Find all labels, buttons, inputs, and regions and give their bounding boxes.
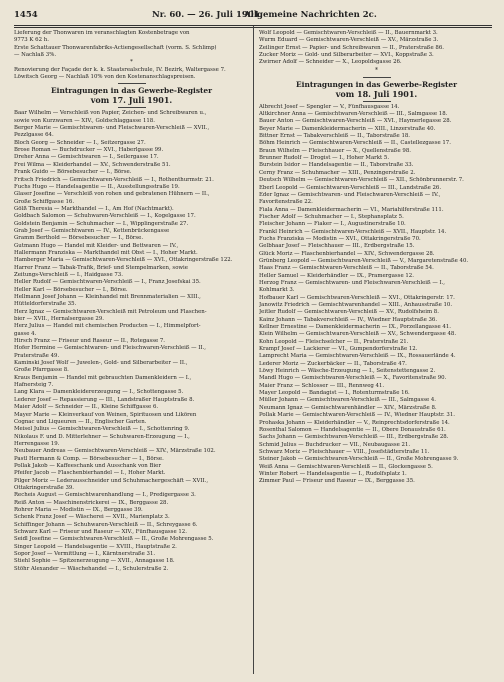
text-line: Böhm Heinrich — Gemischtwaren-Verschleiß — II., Castellezgasse 17.	[259, 140, 451, 147]
text-line: Winter Robert — Handelsagentie — I., Rudolfsplatz 1.	[259, 470, 407, 477]
text-line: Fuchs Hugo — Handelsagentie — II., Ausstellungsstraße 19.	[14, 183, 180, 190]
text-line: Kainz Johann — Tabakverschleiß — IV., Wiedner Hauptstraße 36.	[259, 316, 438, 323]
publication-title: Allgemeine Nachrichten 2c.	[244, 10, 377, 20]
text-line: Hellmann Josef Johann — Kleinhandel mit Brennmaterialien — XIII.,	[14, 294, 201, 300]
text-line: Rohrer Maria — Modistin — IX., Berggasse 39.	[14, 506, 143, 513]
text-line: Goldbach Salomon — Schuhwaren-Verschleiß — I., Kogelgasse 17.	[14, 213, 196, 220]
text-line: Grünberg Leopold — Gemischtwaren-Verschleiß — V., Margaretenstraße 40.	[259, 257, 469, 264]
text-line: Goldstein Benjamin — Schuhmacher — I., Wipplingerstraße 27.	[14, 220, 189, 227]
text-line: Bittner Ernst — Tabakverschleiß — II., Taborstraße 18.	[259, 133, 411, 140]
text-line: Gölß Theresia — Markthandel — I., Am Hof (Nachtmarkt).	[14, 205, 174, 212]
text-line: Pollak Jakob — Kaffeeschank und Ausschank von Bier	[14, 462, 161, 469]
text-line: Glaser Josefine — Verschleiß von rohen und gebratenen Hühnern — II.,	[14, 191, 210, 198]
text-line: Nikolaus F. und D. Mitterlehner — Schuhwaren-Erzeugung — I.,	[14, 433, 190, 440]
text-line: Jeitler Rudolf — Gemischtwaren-Verschleiß — XV., Rudolfsheim 8.	[259, 309, 439, 316]
text-line: Lang Klara — Damenkleidererzeugung — I., Schottengasse 5.	[14, 389, 184, 396]
text-line: Hallermann Franziska — Markthandel mit Obst — I., Hoher Markt.	[14, 249, 198, 256]
text-line: Krampf Josef — Lackierer — VI., Gumpendorferstraße 12.	[259, 346, 418, 353]
text-line: Fuchs Franziska — Modistin — XVI., Ottakringerstraße 70.	[259, 235, 421, 242]
text-line: Eberl Leopold — Gemischtwaren-Verschleiß — III., Landstraße 26.	[259, 184, 442, 191]
page-header	[14, 10, 492, 26]
text-line: Seidl Josefine — Gemischtwaren-Verschleiß — II., Große Mohrengasse 5.	[14, 536, 214, 543]
left-column	[14, 30, 249, 675]
text-line: Zeilinger Ernst — Papier- und Schreibwaren — II., Praterstraße 86.	[259, 44, 444, 51]
text-line: Pfeifer Jacob — Flaschenbierhandel — I., Hoher Markt.	[14, 470, 166, 477]
text-line: Frei Wilma — Kleiderhandel — XV., Schwenderstraße 51.	[14, 161, 171, 168]
text-line: Altkirchner Anna — Gemischtwaren-Verschleiß — III., Salmgasse 18.	[259, 111, 448, 118]
text-line: Heller Samuel — Kleiderhändler — IX., Pramergasse 12.	[259, 272, 414, 279]
text-line: gasse 4.	[14, 330, 37, 337]
text-line: Klein Wilhelm — Gemischtwaren-Verschleiß — XV., Schwendergasse 48.	[259, 331, 457, 338]
text-line: Maier Franz — Schlosser — III., Rennweg 41.	[259, 382, 385, 389]
text-line: Herz Ignaz — Gemischtwaren-Verschleiß mit Petroleum und Flaschen-	[14, 308, 207, 315]
text-line: Fiala Anna — Damenkleidermacherin — VI., Mariahilferstraße 111.	[259, 206, 444, 213]
text-line: Baar Wilhelm — Verschleiß von Papier, Zeichen- und Schreibwaren u.,	[14, 110, 207, 117]
text-line: Beyer Marie — Damenkleidermacherin — XIII., Linzerstraße 40.	[259, 125, 436, 132]
text-line: Schwarz Moriz — Fleischhauer — VIII., Josefstädterstraße 11.	[259, 448, 430, 455]
text-line: Praterstraße 49.	[14, 352, 60, 359]
text-line: Hamberger Maria — Gemischtwaren-Verschleiß — XVI., Ottakringerstraße 122.	[14, 257, 233, 264]
text-line: Mandl Hugo — Gemischtwaren-Verschleiß — X., Favoritenstraße 90.	[259, 375, 447, 382]
text-line: Albrecht Josef — Spengler — V., Fünfhausgasse 14.	[259, 103, 400, 110]
text-line: Pastl Hermann & Comp. — Börsebesucher — I., Börse.	[14, 455, 164, 462]
section-rule	[363, 101, 391, 102]
text-line: Fischer Adolf — Schuhmacher — I., Stephansplatz 5.	[259, 213, 404, 220]
text-line: Mayer Marie — Kleinverkauf von Weinen, Spirituosen und Likören	[14, 411, 197, 418]
text-line: Herrengasse 19.	[14, 440, 60, 447]
text-line: Kohlmarkt 3.	[259, 287, 295, 294]
text-line: Eder Ignaz — Gemischtwaren- und Fleischwaren-Verschleiß — IV.,	[259, 191, 441, 198]
text-line: Kohn Leopold — Fleischselcher — II., Praterstraße 21.	[259, 338, 409, 345]
text-line: Erste Schattauer Thonwarenfabriks-Actiengesellschaft (vorm. S. Schlimp)	[14, 44, 217, 51]
page-number: 1454	[14, 10, 38, 20]
text-line: Zeitungs-Verschleiß — I., Haidgasse 73.	[14, 271, 123, 278]
text-line: Dreher Anna — Gemischtwaren — I., Seilergasse 17.	[14, 154, 159, 161]
text-line: Neubauer Andreas — Gemischtwaren-Verschleiß — XIV., Märzstraße 102.	[14, 448, 216, 455]
text-line: Sachs Johann — Gemischtwaren-Verschleiß — III., Erdbergstraße 28.	[259, 434, 449, 441]
separator-star: *	[375, 66, 378, 74]
column-divider	[253, 26, 254, 674]
text-line: Stöhr Alexander — Wäschehandel — I., Schulerstraße 2.	[14, 565, 169, 572]
text-line: Gelbhaar Josef — Fleischhauer — III., Erdbergstraße 15.	[259, 243, 415, 250]
text-line: Stiehl Sophie — Spitzenerzeugung — XVII., Annagasse 18.	[14, 558, 175, 565]
register-entries-continued	[259, 30, 494, 67]
text-line: Hütteldorferstraße 35.	[14, 301, 77, 308]
text-line: Schmid Julius — Buchdrucker — VII., Neubaugasse 21.	[259, 441, 411, 448]
text-line: Zwirner Adolf — Schneider — X., Leopoldsgasse 26.	[259, 59, 402, 66]
text-line: Rosenthal Salomon — Handelsagentie — II., Obere Donaustraße 61.	[259, 426, 446, 433]
section-rule	[363, 77, 391, 78]
text-line: Hirsch Franz — Friseur und Raseur — II., Rotegasse 7.	[14, 338, 166, 345]
text-line: Schiffinger Johann — Schuhwaren-Verschleiß — II., Schreygasse 6.	[14, 521, 198, 528]
text-line: Lieferung der Thonwaren im veranschlagten Kostenbetrage von	[14, 30, 190, 36]
text-line: Löwitsch Georg — Nachlaß 10% von den Kostenanschlagspreisen.	[14, 74, 196, 81]
text-line: Favoritenstraße 22.	[259, 199, 313, 206]
text-line: Gramm Berthold — Börsebesucher — I., Börse.	[14, 235, 144, 242]
text-line: Hafnersteig 7.	[14, 382, 54, 389]
section-rule	[118, 83, 146, 84]
text-line: Heller Karl — Börsebesucher — I., Börse.	[14, 286, 128, 293]
text-line: Frank Guido — Börsebesucher — I., Börse.	[14, 169, 132, 176]
text-line: Pollak Marie — Gemischtwaren-Verschleiß — IV., Wiedner Hauptstr. 31.	[259, 412, 455, 419]
text-line: Bloch Georg — Schneider — I., Seitzergasse 27.	[14, 139, 146, 146]
text-line: Frankl Heinrich — Gemischtwaren-Verschleiß — XVII., Hauptstr. 14.	[259, 228, 447, 235]
text-line: Weiß Anna — Gemischtwaren-Verschleiß — II., Glockengasse 5.	[259, 463, 433, 470]
tender-results	[14, 30, 249, 81]
text-line: Löwy Heinrich — Wäsche-Erzeugung — I., Seitenstettengasse 2.	[259, 368, 436, 375]
text-line: Harrer Franz — Tabak-Trafik, Brief- und Stempelmarken, sowie	[14, 264, 188, 271]
text-line: Fleischer Johann — Fiaker — I., Augustinerstraße 10.	[259, 221, 406, 228]
text-line: Reiß Anton — Maschinenstrickerei — IX., Berggasse 28.	[14, 499, 169, 506]
text-line: Hofer Hermine — Gemischtwaren- und Fleischwaren-Verschleiß — II.,	[14, 345, 206, 352]
text-line: Schwarz Karl — Friseur und Raseur — XIV., Fünfhausgasse 12.	[14, 529, 187, 535]
text-line: Grab Josef — Gemischtwaren — IV., Kettenbrückengasse	[14, 227, 170, 234]
text-line: Bauer Anton — Gemischtwaren-Verschleiß — XVI., Haymerlegasse 28.	[259, 118, 452, 125]
text-line: Mayer Leopold — Bandagist — I., Rotenturmstraße 16.	[259, 390, 410, 397]
text-line: Glück Moriz — Flaschenbierhandel — XIV., Schwendergasse 28.	[259, 250, 435, 257]
text-line: Herz Julius — Handel mit chemischen Producten — I., Himmelpfort-	[14, 323, 201, 330]
text-line: Müller Johann — Gemischtwaren-Verschleiß — III., Salmgasse 4.	[259, 397, 437, 404]
section-date: vom 17. Juli 1901.	[90, 95, 173, 106]
text-line: Recheis August — Gemischtwarenhandlung — I., Predigergasse 3.	[14, 492, 196, 499]
text-line: Wolf Leopold — Gemischtwaren-Verschleiß — II., Bauernmarkt 3.	[259, 30, 438, 36]
text-line: Hofbauer Karl — Gemischtwaren-Verschleiß — XVI., Ottakringerstr. 17.	[259, 294, 455, 301]
text-line: Singer Leopold — Handelsagentie — XVIII., Hauptstraße 2.	[14, 543, 177, 550]
text-line: Renovierung der Façade der k. k. Staatsrealschule, IV. Bezirk, Waltergasse 7.	[14, 66, 226, 73]
text-line: Pezzlgasse 64.	[14, 132, 54, 139]
register-entries	[14, 110, 249, 573]
text-line: Große Pfarrgasse 8.	[14, 367, 69, 374]
text-line: Maier Adolf — Schneider — II., Kleine Schiffgasse 6.	[14, 404, 159, 411]
text-line: Heller Rudolf — Gemischtwaren-Verschleiß — I., Franz Josefskai 35.	[14, 279, 201, 286]
text-line: Haas Franz — Gemischtwaren-Verschleiß — II., Taborstraße 54.	[259, 265, 434, 272]
text-line: — Nachlaß 3%.	[14, 52, 57, 59]
text-line: Kaminski Josef Wolf — Juwelen-, Gold- und Silberarbeiter — II.,	[14, 360, 188, 367]
text-line: Große Schiffgasse 16.	[14, 198, 75, 205]
text-line: Sopor Josef — Vermittlung — I., Kärntnerstraße 31.	[14, 551, 156, 558]
text-line: Janowitz Friedrich — Gemischtwarenhandel — XIII., Anhausstraße 10.	[259, 302, 453, 308]
text-line: Prohaska Johann — Kleiderhändler — V., Reinprechtsdorferstraße 14.	[259, 419, 450, 426]
text-line: *	[130, 59, 133, 66]
section-title: Eintragungen in das Gewerbe-Register	[51, 86, 212, 96]
issue-line: Nr. 60. — 26. Juli 1901.	[152, 10, 263, 20]
text-line: Kellner Ernestine — Damenkleidermacherin — IX., Porzellangasse 41.	[259, 324, 451, 331]
right-column	[259, 30, 494, 675]
text-line: Berger Marie — Gemischtwaren- und Fleischwaren-Verschleiß — XVII.,	[14, 125, 210, 132]
text-line: Pilger Moriz — Lederausschneider und Schuhmachergeschäft — XVII.,	[14, 477, 209, 484]
text-line: Meisel Julius — Gemischtwaren-Verschleiß — I., Schottenring 9.	[14, 426, 190, 433]
text-line: sowie von Kurzwaren — XIV., Goldschlaggasse 118.	[14, 117, 155, 124]
section-rule	[118, 107, 146, 108]
text-line: bier — XVII., Hernalsergasse 29.	[14, 316, 104, 323]
text-line: Gutmann Hugo — Handel mit Kleider- und Bettwaren — IV.,	[14, 242, 179, 249]
text-line: Fritsch Friedrich — Gemischtwaren-Verschleiß — I., Rothenthurmstr. 21.	[14, 176, 214, 183]
text-line: Lamprecht Maria — Gemischtwaren-Verschleiß — IX., Rossauerlände 4.	[259, 353, 456, 360]
text-line: 9773 K 62 h.	[14, 37, 49, 44]
section-date: vom 18. Juli 1901.	[335, 88, 418, 99]
text-line: Neumann Ignaz — Gemischtwarenhändler — XIV., Märzstraße 8.	[259, 404, 437, 411]
text-line: Zimmer Paul — Friseur und Raseur — IX., Berggasse 35.	[259, 478, 415, 485]
text-line: Cognac und Liqueuren — II., Englischer Garten.	[14, 418, 147, 425]
text-line: Brunner Rudolf — Drogist — I., Hoher Markt 5.	[259, 155, 390, 162]
text-line: Cerny Franz — Schuhmacher — XIII., Penzingerstraße 2.	[259, 169, 416, 176]
text-line: Wurm Eduard — Gemischtwaren-Verschleiß — XV., Märzstraße 3.	[259, 37, 439, 44]
text-line: Burstein Isidor — Handelsagentie — II., Taborstraße 33.	[259, 162, 414, 169]
text-line: Braun Wilhelm — Fleischhauer — X., Quellenstraße 98.	[259, 147, 411, 154]
register-entries	[259, 104, 494, 486]
text-line: Herzog Franz — Gemischtwaren- und Fleischwaren-Verschleiß — I.,	[259, 279, 446, 286]
text-line: Deutsch Wilhelm — Gemischtwaren-Verschleiß — XII., Schönbrunnerstr. 7.	[259, 177, 464, 184]
text-line: Lederer Moriz — Zuckerbäcker — II., Taborstraße 47.	[259, 360, 407, 367]
text-line: Lederer Josef — Repassierung — III., Landstraßer Hauptstraße 8.	[14, 396, 195, 403]
section-title: Eintragungen in das Gewerbe-Register	[296, 79, 457, 89]
text-line: Steiner Jakob — Gemischtwaren-Verschleiß — II., Große Mohrengasse 9.	[259, 456, 459, 463]
text-line: Brose Roman — Buchdrucker — XVI., Haberlgasse 99.	[14, 147, 164, 154]
text-line: Ottakringerstraße 39.	[14, 484, 75, 491]
text-line: Kraus Benjamin — Handel mit gebrauchten Damenkleidern — I.,	[14, 374, 192, 381]
text-line: Schenk Franz Josef — Wäscherei — XVII., Marienplatz 3.	[14, 514, 170, 521]
text-line: Zucker Moriz — Gold- und Silberarbeiter — XVI., Koppstraße 3.	[259, 52, 434, 59]
